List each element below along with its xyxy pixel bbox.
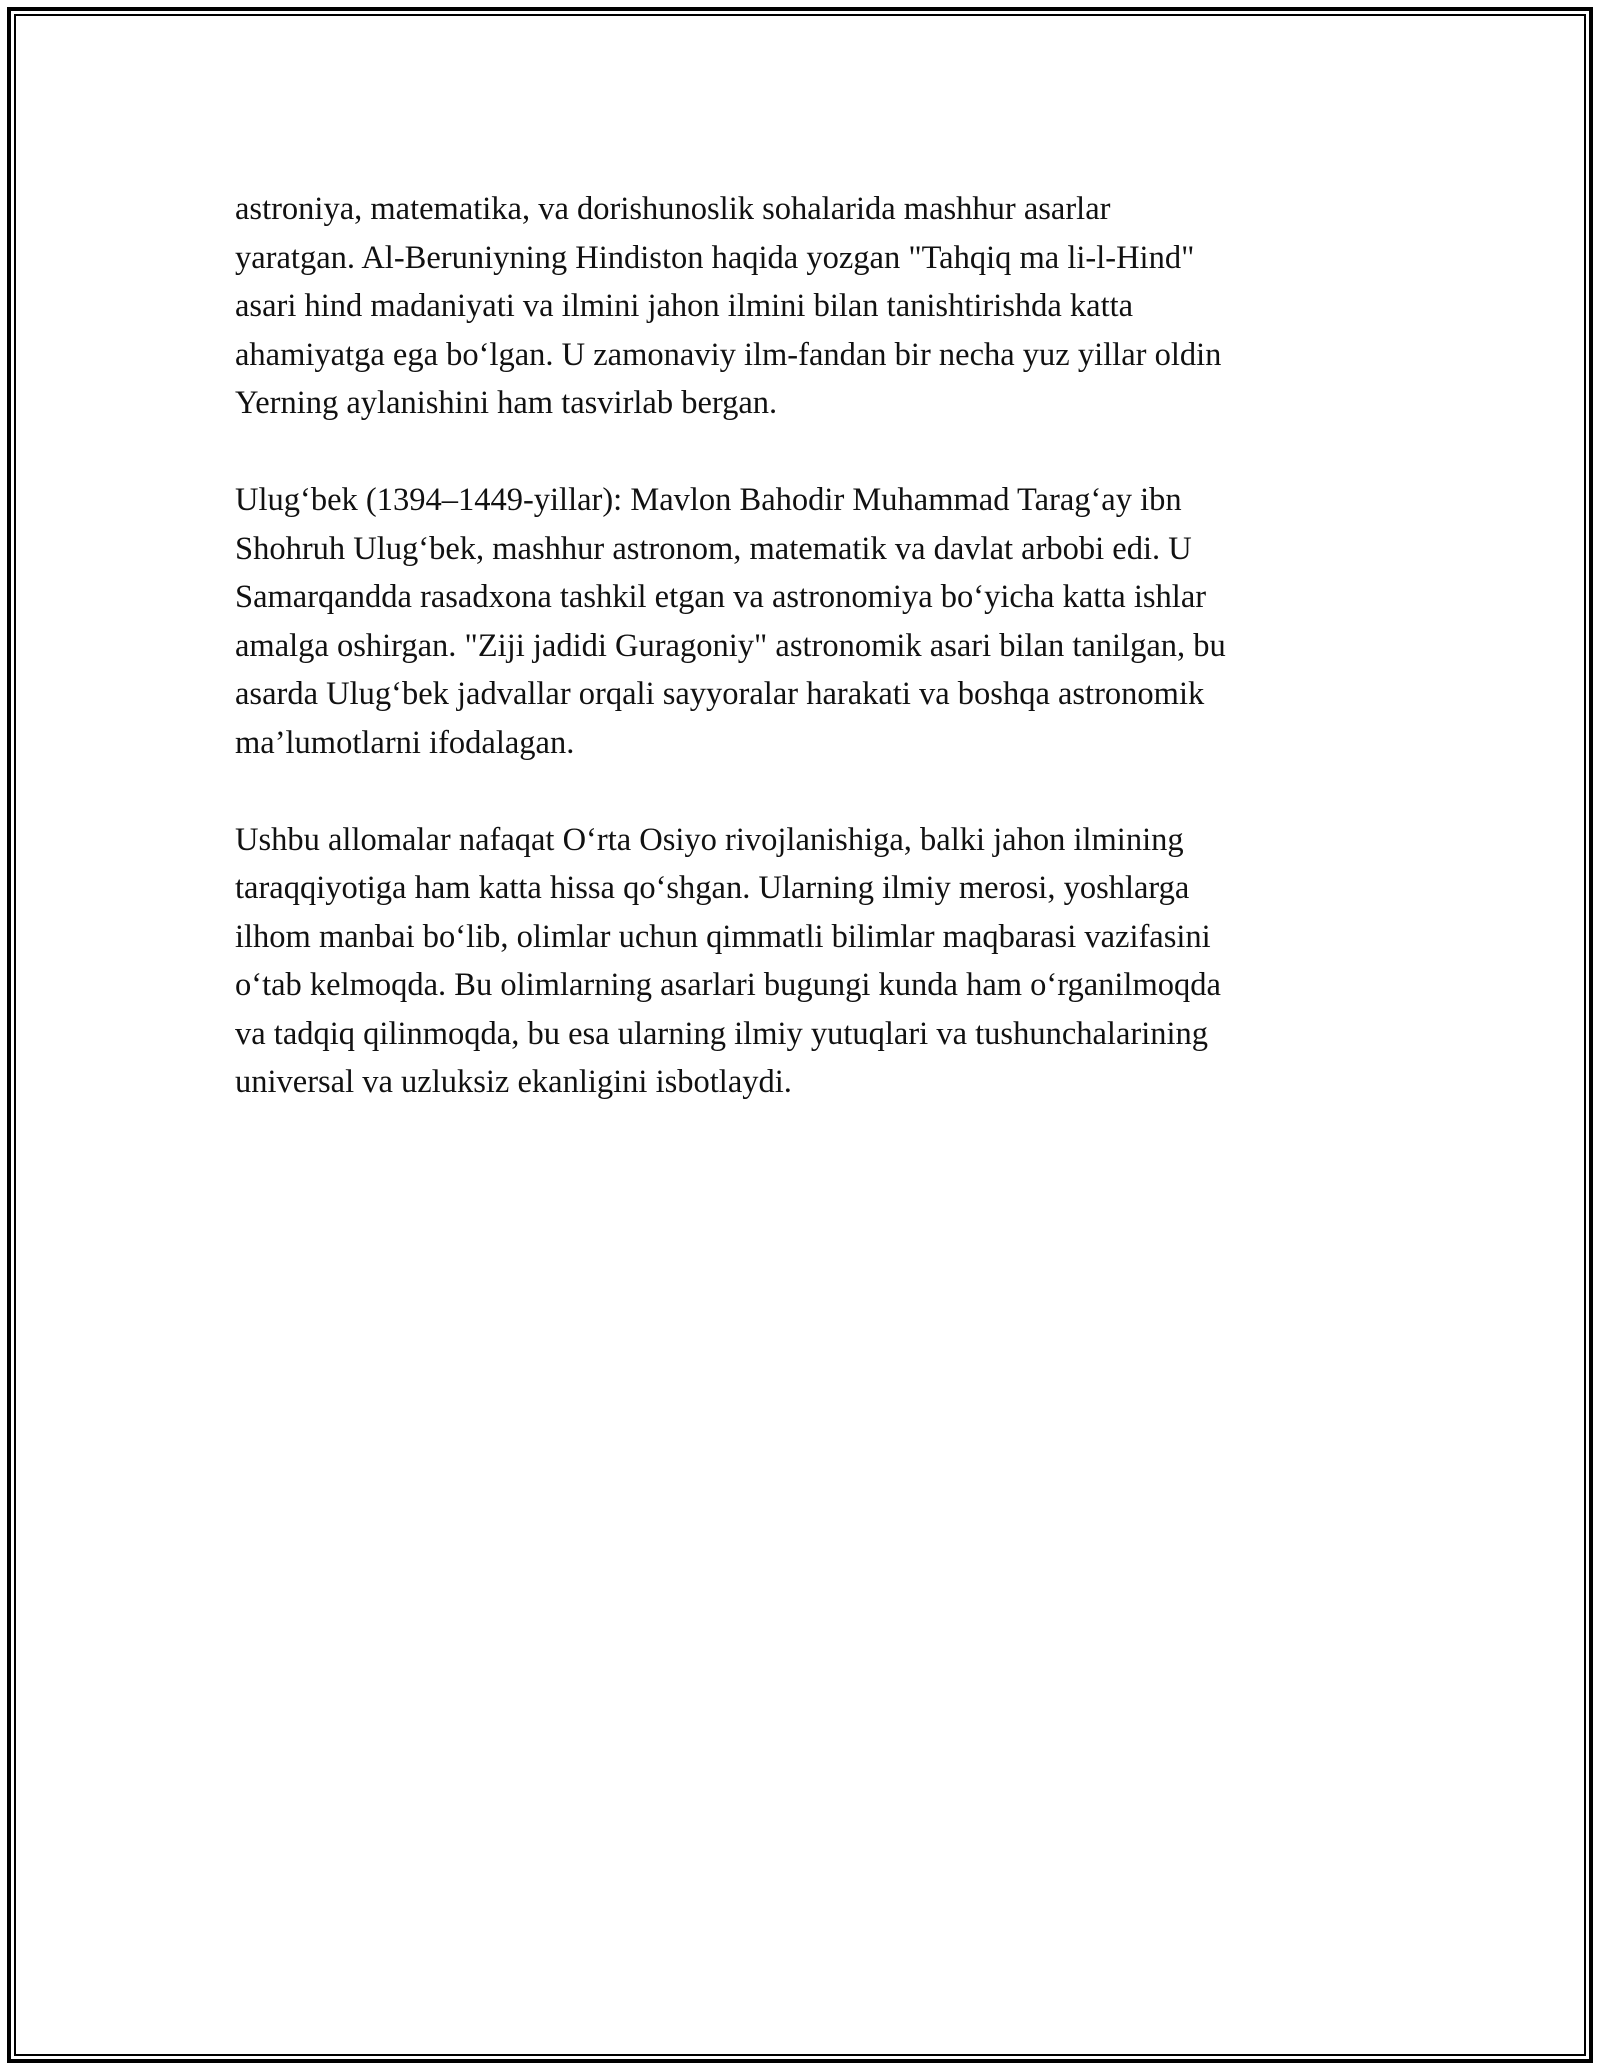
paragraph-conclusion (235, 816, 1360, 1107)
text-line: Yerning aylanishini ham tasvirlab bergan. (235, 385, 778, 421)
paragraph-ulugbek (235, 476, 1360, 767)
text-line: taraqqiyotiga ham katta hissa qo‘shgan. Ularning ilmiy merosi, yoshlarga (235, 870, 1190, 906)
text-line: asarda Ulug‘bek jadvallar orqali sayyoralar harakati va boshqa astronomik (235, 676, 1205, 712)
text-line: ma’lumotlarni ifodalagan. (235, 724, 575, 761)
text-line: o‘tab kelmoqda. Bu olimlarning asarlari bugungi kunda ham o‘rganilmoqda (235, 967, 1221, 1003)
text-line: Ulug‘bek (1394–1449-yillar): Mavlon Bahodir Muhammad Tarag‘ay ibn (235, 482, 1182, 518)
text-line: Samarqandda rasadxona tashkil etgan va astronomiya bo‘yicha katta ishlar (235, 579, 1207, 615)
text-line: amalga oshirgan. "Ziji jadidi Guragoniy" astronomik asari bilan tanilgan, bu (235, 627, 1226, 664)
text-line: yaratgan. Al-Beruniyning Hindiston haqida yozgan "Tahqiq ma li-l-Hind" (235, 239, 1195, 276)
paragraph-beruniy (235, 185, 1360, 428)
text-line: ahamiyatga ega bo‘lgan. U zamonaviy ilm-fandan bir necha yuz yillar oldin (235, 336, 1222, 373)
text-line: Shohruh Ulug‘bek, mashhur astronom, matematik va davlat arbobi edi. U (235, 530, 1192, 567)
text-line: asari hind madaniyati va ilmini jahon ilmini bilan tanishtirishda katta (235, 288, 1134, 324)
text-line: astroniya, matematika, va dorishunoslik sohalarida mashhur asarlar (235, 191, 1111, 227)
text-line: universal va uzluksiz ekanligini isbotlaydi. (235, 1064, 792, 1100)
text-line: Ushbu allomalar nafaqat O‘rta Osiyo rivojlanishiga, balki jahon ilmining (235, 821, 1184, 858)
text-line: ilhom manbai bo‘lib, olimlar uchun qimmatli bilimlar maqbarasi vazifasini (235, 918, 1211, 955)
text-line: va tadqiq qilinmoqda, bu esa ularning ilmiy yutuqlari va tushunchalarining (235, 1015, 1209, 1052)
document-body (235, 185, 1360, 1155)
